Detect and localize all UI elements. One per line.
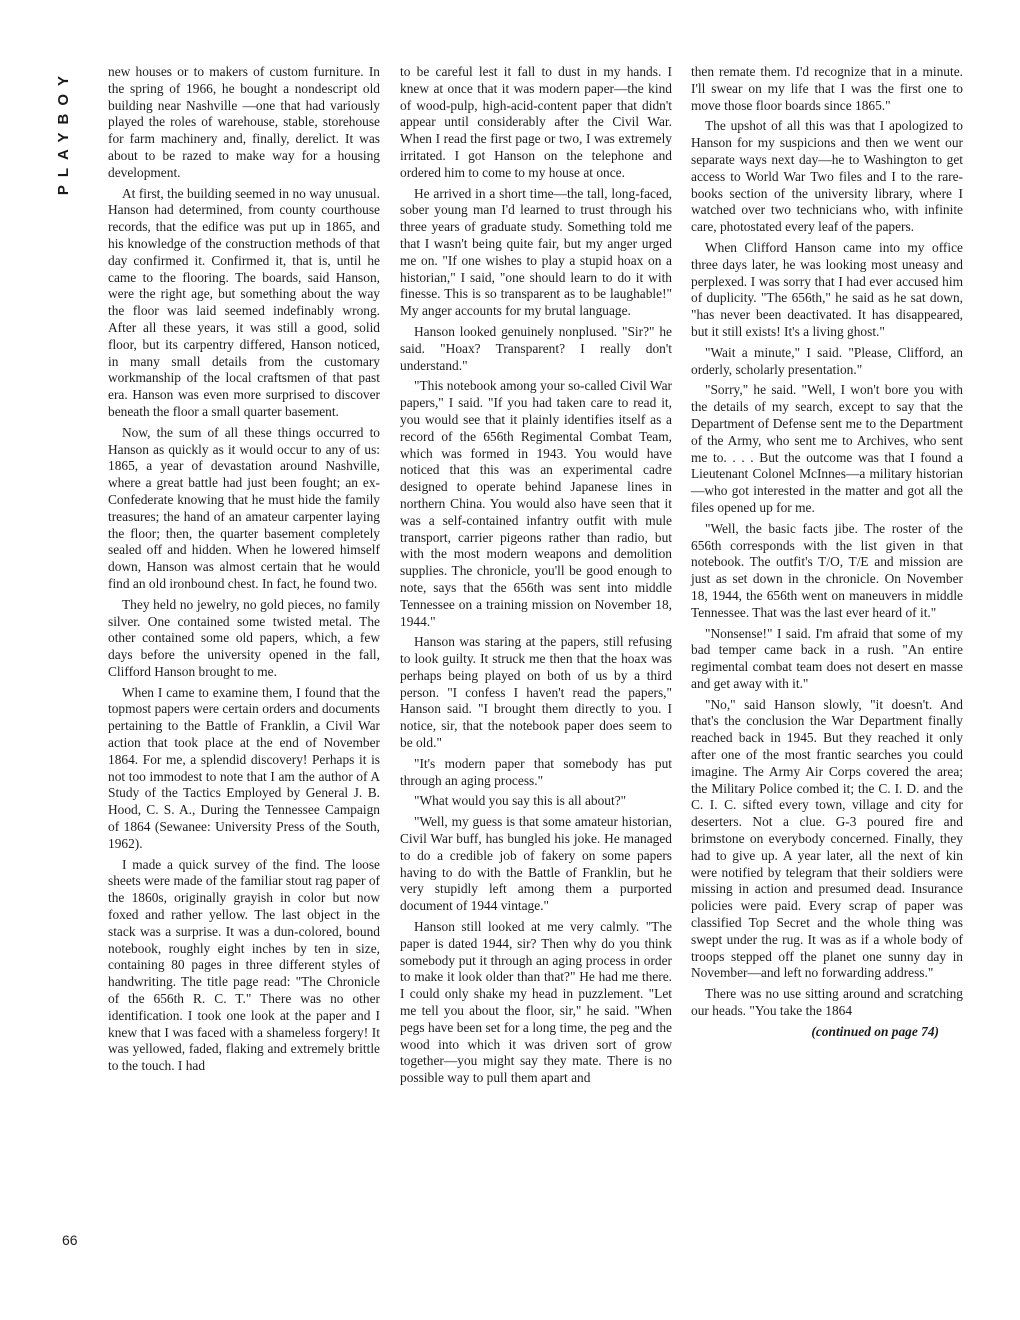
paragraph: Hanson was staring at the papers, still refusing to look guilty. It struck me then that the hoax was perhaps being played on both of us by a third person. "I confess I haven't read the papers," Hanson said. "I brought them directly to you. I notice, sir, that the notebook paper does seem to be old." — [400, 634, 672, 751]
paragraph: When Clifford Hanson came into my office three days later, he was looking most uneasy and perplexed. I was sorry that I had ever accused him of duplicity. "The 656th," he said as he sat down, "has never been deactivated. It has disappeared, but it still exists! It's a living ghost." — [691, 239, 963, 339]
paragraph: new houses or to makers of custom furniture. In the spring of 1966, he bought a nondescript old building near Nashville —one that had variously played the roles of warehouse, stable, storehouse for farm machinery and, finally, derelict. It was about to be razed to make way for a housing development. — [108, 64, 380, 180]
paragraph: Hanson looked genuinely nonplused. "Sir?" he said. "Hoax? Transparent? I really don't understand." — [400, 323, 672, 373]
paragraph: He arrived in a short time—the tall, long-faced, sober young man I'd learned to trust through his three years of graduate study. Something told me that I wasn't being quite fair, but my anger urged me on. "If one wishes to play a stupid hoax on a historian," I said, "one should learn to do it with finesse. This is so transparent as to be laughable!" My anger accounts for my brutal language. — [400, 185, 672, 319]
paragraph: "Nonsense!" I said. I'm afraid that some of my bad temper came back in a rush. "An entire regimental combat team does not desert en masse and get away with it." — [691, 625, 963, 691]
column-2 — [400, 64, 672, 1091]
paragraph: then remate them. I'd recognize that in a minute. I'll swear on my life that I was the first one to move those floor boards since 1865." — [691, 64, 963, 113]
paragraph: "No," said Hanson slowly, "it doesn't. And that's the conclusion the War Department finally reached back in 1945. But they reached it only after one of the most frantic searches you could imagine. The Army Air Corps covered the area; the Military Police combed it; the C. I. D. and the C. I. C. sifted every town, village and city for deserters. Not a clue. G-3 poured fire and brimstone on everybody concerned. Finally, they had to give up. A year later, all the next of kin were notified by telegram that their soldiers were missing in action and presumed dead. Insurance policies were paid. Every scrap of paper was classified Top Secret and the whole thing was swept under the rug. It was as if a whole body of troops stepped off the planet one sunny day in November—and left no forwarding address." — [691, 696, 963, 981]
paragraph: The upshot of all this was that I apologized to Hanson for my suspicions and then we went our separate ways next day—he to Washington to get access to World War Two files and I to the rare-books section of the university library, where I watched over two technicians who, with infinite care, photostated every leaf of the papers. — [691, 118, 963, 235]
paragraph: "Well, the basic facts jibe. The roster of the 656th corresponds with the list given in that notebook. The outfit's T/O, T/E and mission are just as set down in the chronicle. On November 18, 1944, the 656th went on maneuvers in middle Tennessee. That was the last ever heard of it." — [691, 520, 963, 620]
paragraph: "It's modern paper that somebody has put through an aging process." — [400, 755, 672, 788]
paragraph: When I came to examine them, I found that the topmost papers were certain orders and documents pertaining to the Battle of Franklin, a Civil War action that took place at the end of November 1864. For me, a splendid discovery! Perhaps it is not too immodest to note that I am the author of A Study of the Tactics Employed by General J. B. Hood, C. S. A., During the Tennessee Campaign of 1864 (Sewanee: University Press of the South, 1962). — [108, 684, 380, 851]
page-number: 66 — [62, 1232, 78, 1248]
continued-notice: (continued on page 74) — [811, 1023, 939, 1039]
masthead: PLAYBOY — [55, 68, 72, 196]
column-1 — [108, 64, 380, 1079]
paragraph: "Sorry," he said. "Well, I won't bore you with the details of my search, except to say that the Department of Defense sent me to the Department of the Army, who sent me to Archives, who sent me to. . . . But the outcome was that I found a Lieutenant Colonel McInnes—a military historian—who got interested in the matter and got all the files opened up for me. — [691, 382, 963, 515]
paragraph: "Well, my guess is that some amateur historian, Civil War buff, has bungled his joke. He managed to do a credible job of fakery on some papers having to do with the Battle of Franklin, but he very stupidly left among them a purported document of 1944 vintage." — [400, 814, 672, 914]
paragraph: "What would you say this is all about?" — [414, 793, 627, 809]
paragraph: At first, the building seemed in no way unusual. Hanson had determined, from county courthouse records, that the edifice was put up in 1865, and his knowledge of the construction methods of that day confirmed it. Confirmed it, that is, until he came to the flooring. The boards, said Hanson, were the right age, but something about the way the floor was laid seemed indefinably wrong. After all these years, it was still a good, solid floor, but its carpentry differed, Hanson noticed, in many small details from the customary workmanship of the local craftsmen of that past era. Hanson was even more surprised to discover beneath the floor a small quarter basement. — [108, 185, 380, 419]
paragraph: They held no jewelry, no gold pieces, no family silver. One contained some twisted metal. The other contained some old papers, which, a few days before the university opened in the fall, Clifford Hanson brought to me. — [108, 596, 380, 679]
paragraph: to be careful lest it fall to dust in my hands. I knew at once that it was modern paper—the kind of wood-pulp, high-acid-content paper that didn't appear until considerably after the Civil War. When I read the first page or two, I was extremely irritated. I got Hanson on the telephone and ordered him to come to my house at once. — [400, 64, 672, 180]
paragraph: Hanson still looked at me very calmly. "The paper is dated 1944, sir? Then why do you think somebody put it through an aging process in order to make it look older than that?" He had me there. I could only shake my head in puzzlement. "Let me tell you about the floor, sir," he said. "When pegs have been set for a long time, the peg and the wood into which it was driven sort of grow together—you might say they mate. There is no possible way to pull them apart and — [400, 919, 672, 1086]
paragraph: I made a quick survey of the find. The loose sheets were made of the familiar stout rag paper of the 1860s, originally grayish in color but now foxed and rather yellow. The last object in the stack was a surprise. It was a dun-colored, bound notebook, roughly eight inches by ten in size, containing 80 pages in three different styles of handwriting. The title page read: "The Chronicle of the 656th R. C. T." There was no other identification. I took one look at the paper and I knew that I was faced with a shameless forgery! It was yellowed, faded, flaking and extremely brittle to the touch. I had — [108, 856, 380, 1074]
paragraph: "Wait a minute," I said. "Please, Clifford, an orderly, scholarly presentation." — [691, 344, 963, 377]
column-3 — [691, 64, 963, 1041]
paragraph: "This notebook among your so-called Civil War papers," I said. "If you had taken care to read it, you would see that it plainly identifies itself as a record of the 656th Regimental Combat Team, which was formed in 1943. You would have noticed that this was an experimental cadre designed to operate behind Japanese lines in northern China. You would also have seen that it was a self-contained infantry outfit with mule transport, carrier pigeons rather than radio, but with the most modern weapons and demolition supplies. The chronicle, you'll be good enough to note, says that the 656th was sent into middle Tennessee on a training mission on November 18, 1944." — [400, 378, 672, 629]
paragraph: There was no use sitting around and scratching our heads. "You take the 1864 — [691, 986, 963, 1019]
paragraph: Now, the sum of all these things occurred to Hanson as quickly as it would occur to any of us: 1865, a year of devastation around Nashville, where a great battle had just been fought; an ex-Confederate knowing that he must hide the family treasures; the hand of an amateur carpenter laying the floor; then, the quarter basement completely sealed off and hidden. When he lowered himself down, Hanson was almost certain that he would find an old ironbound chest. In fact, he found two. — [108, 424, 380, 591]
